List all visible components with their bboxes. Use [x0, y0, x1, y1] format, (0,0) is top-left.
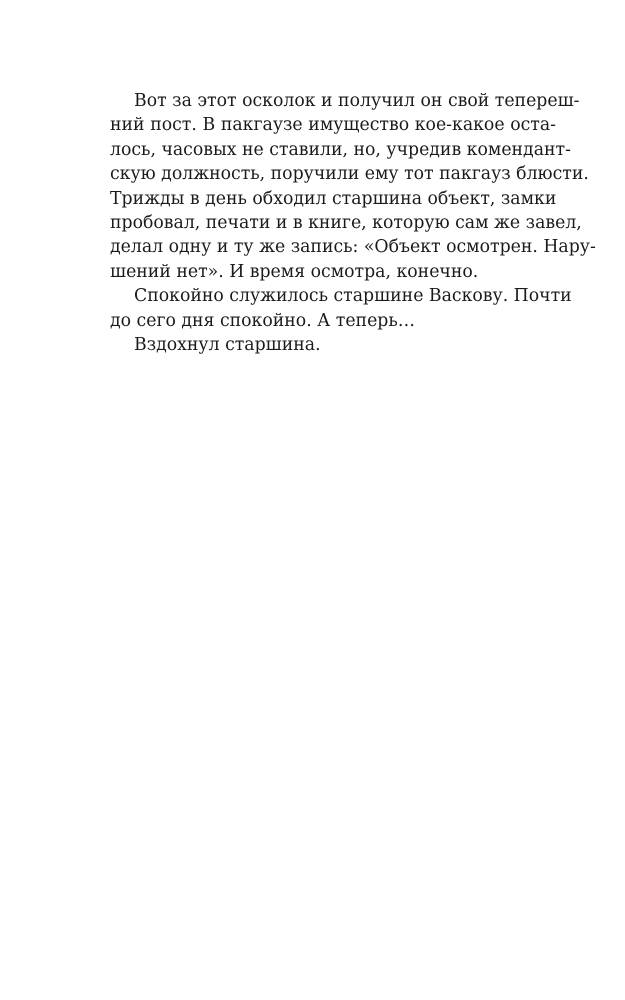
text-line: Спокойно служилось старшине Васкову. Почти — [134, 286, 572, 307]
text-line: делал одну и ту же запись: «Объект осмотрен. Нару- — [110, 237, 596, 258]
paragraph — [110, 89, 596, 284]
text-line: Вот за этот осколок и получил он свой тепереш- — [134, 91, 580, 111]
paragraph — [110, 333, 556, 357]
text-line: шений нет». И время осмотра, конечно. — [110, 261, 479, 282]
text-line: скую должность, поручили ему тот пакгауз блюсти. — [110, 164, 589, 185]
text-line: Вздохнул старшина. — [134, 334, 321, 355]
text-line: лось, часовых не ставили, но, учредив комендант- — [110, 139, 571, 160]
body-text — [110, 89, 596, 357]
text-line: Трижды в день обходил старшина объект, замки — [110, 188, 557, 209]
text-line: пробовал, печати и в книге, которую сам же завел, — [110, 212, 582, 233]
paragraph — [110, 284, 572, 333]
text-line: до сего дня спокойно. А теперь… — [110, 310, 416, 331]
text-line: ний пост. В пакгаузе имущество кое-какое оста- — [110, 115, 556, 136]
